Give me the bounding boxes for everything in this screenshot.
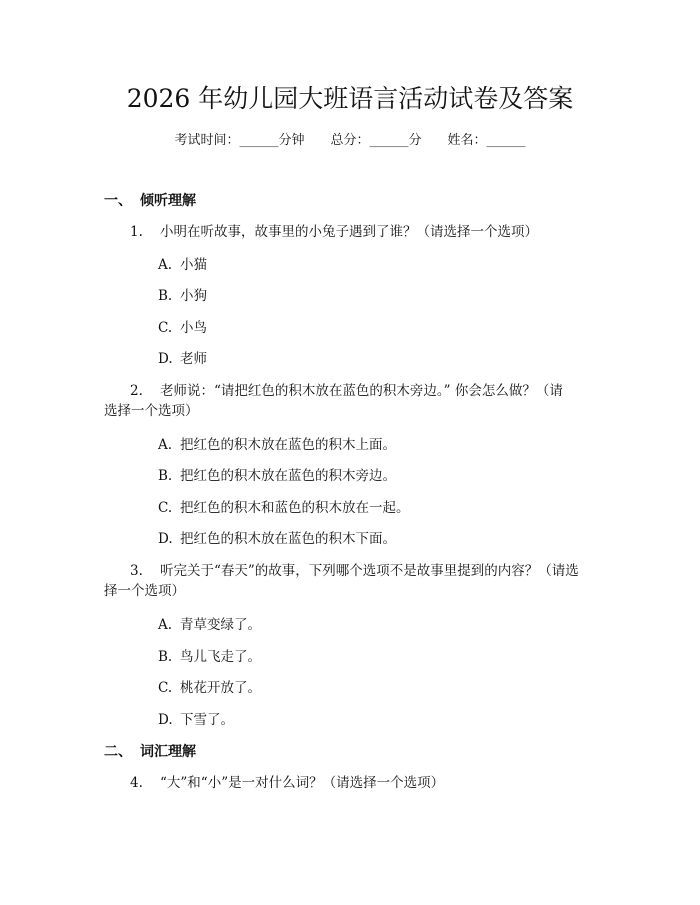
question-1 [104,222,594,242]
option-text: 鸟儿飞走了。 [180,649,261,665]
question-number: 2. [130,383,143,399]
option-text: 老师 [180,351,207,367]
option-letter: A. [158,617,173,633]
question-3-option-c [158,678,261,698]
question-4 [104,773,594,793]
question-text-line2: 择一个选项） [104,583,185,599]
section-number: 二、 [104,744,132,760]
option-letter: A. [158,257,173,273]
question-2-option-c [158,498,410,518]
question-text-line1: 老师说：“请把红色的积木放在蓝色的积木旁边。” 你会怎么做？（请 [160,383,563,399]
option-text: 青草变绿了。 [180,617,261,633]
page-title: 2026 年幼儿园大班语言活动试卷及答案 [126,84,574,113]
question-2-option-d [158,529,396,549]
option-letter: D. [158,531,173,547]
option-text: 把红色的积木放在蓝色的积木下面。 [180,531,396,547]
question-2-option-a [158,435,396,455]
section-number: 一、 [104,193,132,209]
option-letter: D. [158,712,173,728]
question-3-option-b [158,647,261,667]
option-letter: D. [158,351,173,367]
option-letter: C. [158,320,173,336]
question-1-option-d [158,349,207,369]
option-text: 小猫 [180,257,207,273]
question-text: “大”和“小”是一对什么词？（请选择一个选项） [160,775,445,791]
section-title: 词汇理解 [140,744,196,760]
question-2 [104,381,594,421]
exam-meta [0,132,700,150]
question-text: 小明在听故事，故事里的小兔子遇到了谁？（请选择一个选项） [160,224,538,240]
question-1-option-a [158,255,207,275]
question-number: 4. [130,775,143,791]
section-title: 倾听理解 [140,193,196,209]
option-letter: B. [158,288,173,304]
question-text-line1: 听完关于“春天”的故事，下列哪个选项不是故事里提到的内容？（请选 [160,563,579,579]
question-text-line2: 选择一个选项） [104,403,199,419]
question-number: 1. [130,224,143,240]
option-letter: B. [158,649,173,665]
option-letter: C. [158,500,173,516]
question-1-option-c [158,318,207,338]
exam-time-field: 考试时间：______分钟 [174,133,305,148]
question-2-option-b [158,466,396,486]
section-heading-1 [104,191,196,211]
option-letter: B. [158,468,173,484]
option-text: 把红色的积木和蓝色的积木放在一起。 [180,500,410,516]
section-heading-2 [104,742,196,762]
option-text: 小鸟 [180,320,207,336]
option-text: 下雪了。 [180,712,234,728]
option-letter: A. [158,437,173,453]
question-number: 3. [130,563,143,579]
student-name-field: 姓名：______ [447,133,526,148]
total-score-field: 总分：______分 [330,133,422,148]
option-text: 小狗 [180,288,207,304]
question-3 [104,561,594,601]
option-text: 把红色的积木放在蓝色的积木旁边。 [180,468,396,484]
option-letter: C. [158,680,173,696]
question-3-option-d [158,710,234,730]
option-text: 把红色的积木放在蓝色的积木上面。 [180,437,396,453]
option-text: 桃花开放了。 [180,680,261,696]
question-3-option-a [158,615,261,635]
question-1-option-b [158,286,207,306]
